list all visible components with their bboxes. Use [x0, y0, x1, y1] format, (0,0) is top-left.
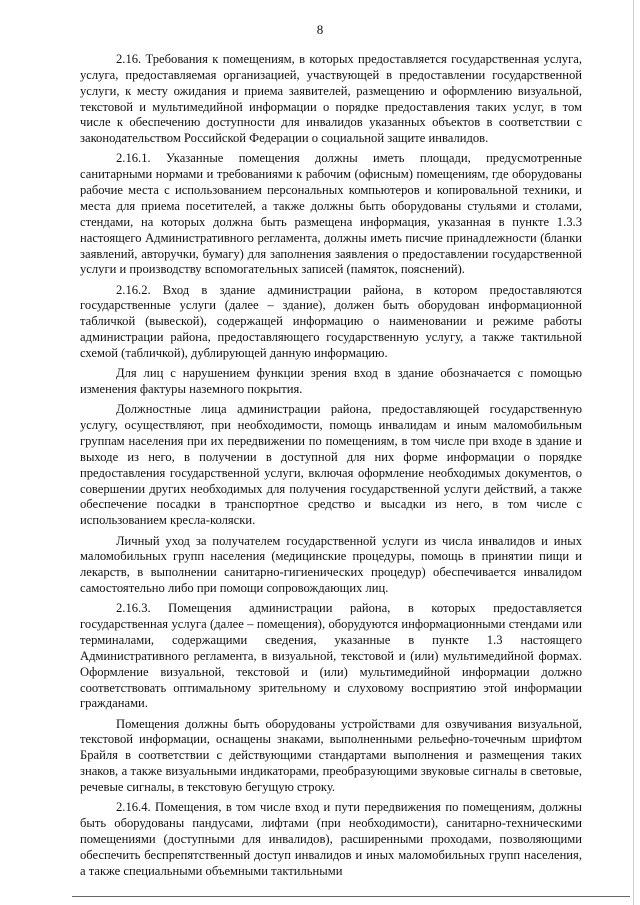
- paragraph-vision-entrance: Для лиц с нарушением функции зрения вход в здание обозначается с помощью изменения фактуры наземного покрытия.: [80, 366, 582, 397]
- scan-right-edge: [633, 0, 634, 905]
- document-body: [80, 52, 582, 884]
- paragraph-officials-assistance: Должностные лица администрации района, предоставляющей государственную услугу, осуществляют, при необходимости, помощь инвалидам и иным маломобильным группам населения при их передвижении по помещениям, в том числе при входе в здание и выходе из него, в получении в доступной для них форме информации о порядке предоставления государственной услуги, включая оформление необходимых документов, о совершении других необходимых для получения государственной услуги действий, а также обеспечение посадки в транспортное средство и высадки из него, в том числе с использованием кресла-коляски.: [80, 402, 582, 528]
- paragraph-audio-equipment: Помещения должны быть оборудованы устройствами для озвучивания визуальной, текстовой информации, оснащены знаками, выполненными рельефно-точечным шрифтом Брайля в соответствии с действующими стандартами выполнения и размещения таких знаков, а также визуальными индикаторами, преобразующими звуковые сигналы в световые, речевые сигналы, в текстовую бегущую строку.: [80, 716, 582, 794]
- paragraph-2-16-1: 2.16.1. Указанные помещения должны иметь площади, предусмотренные санитарными нормами и требованиями к рабочим (офисным) помещениям, где оборудованы рабочие места с использованием персональных компьютеров и копировальной техники, и места для приема посетителей, а также должны быть оборудованы стульями и столами, стендами, на которых должна быть размещена информация, указанная в пункте 1.3.3 настоящего Административного регламента, должны иметь писчие принадлежности (бланки заявлений, авторучки, бумагу) для заполнения заявления о предоставлении государственной услуги и производству вспомогательных записей (памяток, пояснений).: [80, 151, 582, 277]
- scan-bottom-edge: [72, 896, 630, 897]
- page-number: 8: [316, 22, 324, 37]
- paragraph-2-16-2: 2.16.2. Вход в здание администрации района, в котором предоставляются государственные услуги (далее – здание), должен быть оборудован информационной табличкой (вывеской), содержащей информацию о наименовании и режиме работы администрации района, предоставляющего государственную услугу, а также тактильной схемой (табличкой), дублирующей данную информацию.: [80, 282, 582, 360]
- paragraph-2-16: 2.16. Требования к помещениям, в которых предоставляется государственная услуга, услуга, предоставляемая организацией, участвующей в предоставлении государственной услуги, к месту ожидания и приема заявителей, размещению и оформлению визуальной, текстовой и мультимедийной информации о порядке предоставления таких услуг, в том числе к обеспечению доступности для инвалидов указанных объектов в соответствии с законодательством Российской Федерации о социальной защите инвалидов.: [80, 52, 582, 146]
- paragraph-2-16-4: 2.16.4. Помещения, в том числе вход и пути передвижения по помещениям, должны быть оборудованы пандусами, лифтами (при необходимости), санитарно-техническими помещениями (доступными для инвалидов), расширенными проходами, позволяющими обеспечить беспрепятственный доступ инвалидов и иных маломобильных групп населения, а также специальными объемными тактильными: [80, 800, 582, 878]
- paragraph-2-16-3: 2.16.3. Помещения администрации района, в которых предоставляется государственная услуга (далее – помещения), оборудуются информационными стендами или терминалами, содержащими сведения, указанные в пункте 1.3 настоящего Административного регламента, в визуальной, текстовой и (или) мультимедийной формах. Оформление визуальной, текстовой и (или) мультимедийной информации должно соответствовать оптимальному зрительному и слуховому восприятию этой информации гражданами.: [80, 601, 582, 711]
- paragraph-personal-care: Личный уход за получателем государственной услуги из числа инвалидов и иных маломобильных групп населения (медицинские процедуры, помощь в принятии пищи и лекарств, в выполнении санитарно-гигиенических процедур) обеспечивается инвалидом самостоятельно либо при помощи сопровождающих лиц.: [80, 533, 582, 596]
